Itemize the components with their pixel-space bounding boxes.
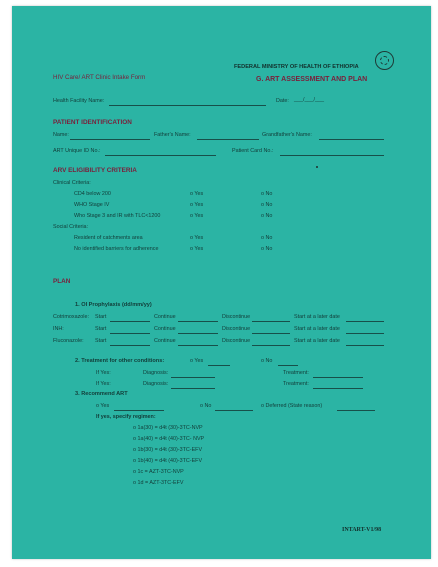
- regimen-label: If yes, specify regimen:: [96, 414, 156, 420]
- discontinue-date-field[interactable]: [252, 333, 290, 334]
- start-date-field[interactable]: [110, 333, 150, 334]
- diagnosis-label: Diagnosis:: [143, 370, 169, 376]
- father-name-field[interactable]: [197, 139, 259, 140]
- later-date-label: Start at a later date: [294, 338, 340, 344]
- regimen-1a40-option[interactable]: o 1a(40) = d4t (40)-3TC- NVP: [133, 436, 205, 442]
- regimen-1d-option[interactable]: o 1d = AZT-3TC-EFV: [133, 480, 184, 486]
- criteria-who-stage-4: WHO Stage IV: [74, 202, 110, 208]
- art-deferred-option[interactable]: o Deferred (State reason): [261, 403, 323, 409]
- art-deferred-reason-field[interactable]: [337, 410, 375, 411]
- later-date-field[interactable]: [346, 333, 384, 334]
- father-name-label: Father's Name:: [154, 132, 191, 138]
- treatment-no-field[interactable]: [278, 365, 298, 366]
- criteria-yes-option[interactable]: o Yes: [190, 235, 204, 241]
- name-field[interactable]: [70, 139, 150, 140]
- regimen-1b30-option[interactable]: o 1b(30) = d4t (30)-3TC-EFV: [133, 447, 203, 453]
- art-yes-option[interactable]: o Yes: [96, 403, 110, 409]
- grandfather-name-field[interactable]: [319, 139, 384, 140]
- regimen-1a30-option[interactable]: o 1a(30) = d4t (30)-3TC-NVP: [133, 425, 203, 431]
- ministry-seal-icon: [375, 51, 394, 70]
- recommend-art-heading: 3. Recommend ART: [75, 391, 128, 397]
- if-yes-label: If Yes:: [96, 370, 111, 376]
- continue-label: Continue: [154, 326, 176, 332]
- start-label: Start: [95, 338, 107, 344]
- criteria-who-stage-3: Who Stage 3 and IR with TLC<1200: [74, 213, 161, 219]
- start-label: Start: [95, 326, 107, 332]
- section-title: G. ART ASSESSMENT AND PLAN: [256, 76, 368, 83]
- discontinue-label: Discontinue: [222, 314, 251, 320]
- start-date-field[interactable]: [110, 321, 150, 322]
- drug-inh: INH:: [53, 326, 64, 332]
- criteria-yes-option[interactable]: o Yes: [190, 246, 204, 252]
- later-date-label: Start at a later date: [294, 326, 340, 332]
- criteria-no-option[interactable]: o No: [261, 202, 273, 208]
- ink-mark: [316, 166, 318, 168]
- discontinue-date-field[interactable]: [252, 345, 290, 346]
- name-label: Name:: [53, 132, 69, 138]
- criteria-cd4: CD4 below 200: [74, 191, 111, 197]
- clinical-criteria-label: Clinical Criteria:: [53, 180, 91, 186]
- continue-date-field[interactable]: [178, 345, 218, 346]
- criteria-no-option[interactable]: o No: [261, 235, 273, 241]
- art-id-label: ART Unique ID No.:: [53, 148, 101, 154]
- diagnosis-field[interactable]: [171, 377, 215, 378]
- treatment-yes-option[interactable]: o Yes: [190, 358, 204, 364]
- start-label: Start: [95, 314, 107, 320]
- form-page: [12, 6, 431, 559]
- criteria-no-option[interactable]: o No: [261, 191, 273, 197]
- eligibility-heading: ARV ELIGIBILITY CRITERIA: [53, 167, 137, 174]
- date-label: Date:: [276, 98, 289, 104]
- criteria-no-option[interactable]: o No: [261, 246, 273, 252]
- patient-card-field[interactable]: [280, 155, 384, 156]
- continue-label: Continue: [154, 338, 176, 344]
- grandfather-name-label: Grandfather's Name:: [262, 132, 312, 138]
- discontinue-label: Discontinue: [222, 326, 251, 332]
- treatment-yes-field[interactable]: [208, 365, 230, 366]
- regimen-1c-option[interactable]: o 1c = AZT-3TC-NVP: [133, 469, 184, 475]
- if-yes-label: If Yes:: [96, 381, 111, 387]
- discontinue-date-field[interactable]: [252, 321, 290, 322]
- art-no-field[interactable]: [215, 410, 253, 411]
- criteria-yes-option[interactable]: o Yes: [190, 191, 204, 197]
- form-code: INTART-V1/98: [342, 527, 382, 533]
- criteria-yes-option[interactable]: o Yes: [190, 202, 204, 208]
- criteria-no-option[interactable]: o No: [261, 213, 273, 219]
- oi-prophylaxis-heading: 1. OI Prophylaxis (dd/mm/yy): [75, 302, 152, 308]
- continue-date-field[interactable]: [178, 321, 218, 322]
- continue-date-field[interactable]: [178, 333, 218, 334]
- treatment-field[interactable]: [313, 377, 363, 378]
- discontinue-label: Discontinue: [222, 338, 251, 344]
- patient-identification-heading: PATIENT IDENTIFICATION: [53, 119, 132, 126]
- later-date-field[interactable]: [346, 321, 384, 322]
- treatment-no-option[interactable]: o No: [261, 358, 273, 364]
- criteria-catchment: Resident of catchments area: [74, 235, 143, 241]
- date-field[interactable]: ___/___/___: [294, 97, 324, 103]
- treatment-label: Treatment:: [283, 370, 309, 376]
- diagnosis-field[interactable]: [171, 388, 215, 389]
- health-facility-label: Health Facility Name:: [53, 98, 105, 104]
- treatment-field[interactable]: [313, 388, 363, 389]
- criteria-adherence: No identified barriers for adherence: [74, 246, 159, 252]
- treatment-label: Treatment:: [283, 381, 309, 387]
- diagnosis-label: Diagnosis:: [143, 381, 169, 387]
- art-no-option[interactable]: o No: [200, 403, 212, 409]
- drug-fluconazole: Fluconazole:: [53, 338, 84, 344]
- plan-heading: PLAN: [53, 278, 71, 285]
- later-date-field[interactable]: [346, 345, 384, 346]
- regimen-1b40-option[interactable]: o 1b(40) = d4t (40)-3TC-EFV: [133, 458, 203, 464]
- health-facility-field[interactable]: [109, 105, 266, 106]
- criteria-yes-option[interactable]: o Yes: [190, 213, 204, 219]
- later-date-label: Start at a later date: [294, 314, 340, 320]
- ministry-name: FEDERAL MINISTRY OF HEALTH OF ETHIOPIA: [234, 64, 359, 70]
- start-date-field[interactable]: [110, 345, 150, 346]
- drug-cotrimoxazole: Cotrimoxazole:: [53, 314, 89, 320]
- patient-card-label: Patient Card No.:: [232, 148, 274, 154]
- art-id-field[interactable]: [105, 155, 216, 156]
- social-criteria-label: Social Criteria:: [53, 224, 89, 230]
- continue-label: Continue: [154, 314, 176, 320]
- treatment-heading: 2. Treatment for other conditions:: [75, 358, 165, 364]
- form-title: HIV Care/ ART Clinic Intake Form: [53, 74, 146, 81]
- art-yes-field[interactable]: [114, 410, 164, 411]
